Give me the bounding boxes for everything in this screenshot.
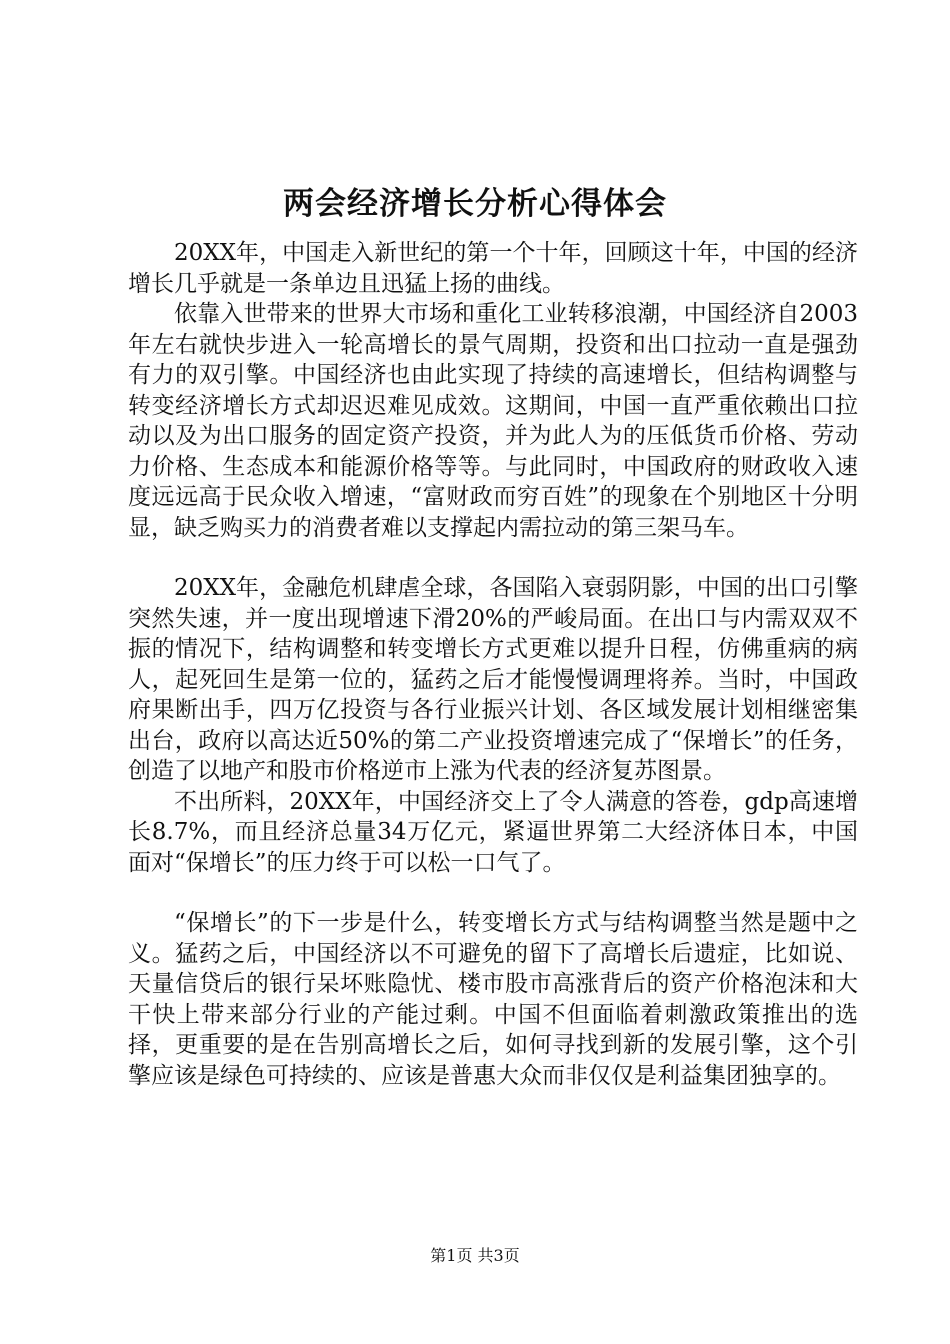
document-title: 两会经济增长分析心得体会	[283, 186, 667, 222]
paragraph-4: 不出所料，20XX年，中国经济交上了令人满意的答卷，gdp高速增长8.7%，而且经济总量34万亿元，紧逼世界第二大经济体日本，中国面对“保增长”的压力终于可以松一口气了。	[128, 788, 858, 876]
paragraph-2: 依靠入世带来的世界大市场和重化工业转移浪潮，中国经济自2003年左右就快步进入一轮高增长的景气周期，投资和出口拉动一直是强劲有力的双引擎。中国经济也由此实现了持续的高速增长，但结构调整与转变经济增长方式却迟迟难见成效。这期间，中国一直严重依赖出口拉动以及为出口服务的固定资产投资，并为此人为的压低货币价格、劳动力价格、生态成本和能源价格等等。与此同时，中国政府的财政收入速度远远高于民众收入增速，“富财政而穷百姓”的现象在个别地区十分明显，缺乏购买力的消费者难以支撑起内需拉动的第三架马车。	[128, 301, 858, 541]
paragraph-spacer	[128, 543, 858, 573]
paragraph-1: 20XX年，中国走入新世纪的第一个十年，回顾这十年，中国的经济增长几乎就是一条单边且迅猛上扬的曲线。	[128, 240, 858, 297]
page-footer: 第1页 共3页	[430, 1246, 520, 1265]
paragraph-3: 20XX年，金融危机肆虐全球，各国陷入衰弱阴影，中国的出口引擎突然失速，并一度出现增速下滑20%的严峻局面。在出口与内需双双不振的情况下，结构调整和转变增长方式更难以提升日程，仿佛重病的病人，起死回生是第一位的，猛药之后才能慢慢调理将养。当时，中国政府果断出手，四万亿投资与各行业振兴计划、各区域发展计划相继密集出台，政府以高达近50%的第二产业投资增速完成了“保增长”的任务，创造了以地产和股市价格逆市上涨为代表的经济复苏图景。	[128, 575, 858, 784]
document-body	[128, 238, 858, 1091]
paragraph-5: “保增长”的下一步是什么，转变增长方式与结构调整当然是题中之义。猛药之后，中国经济以不可避免的留下了高增长后遗症，比如说、天量信贷后的银行呆坏账隐忧、楼市股市高涨背后的资产价格泡沫和大干快上带来部分行业的产能过剩。中国不但面临着刺激政策推出的选择，更重要的是在告别高增长之后，如何寻找到新的发展引擎，这个引擎应该是绿色可持续的、应该是普惠大众而非仅仅是利益集团独享的。	[128, 910, 858, 1089]
paragraph-spacer	[128, 878, 858, 908]
